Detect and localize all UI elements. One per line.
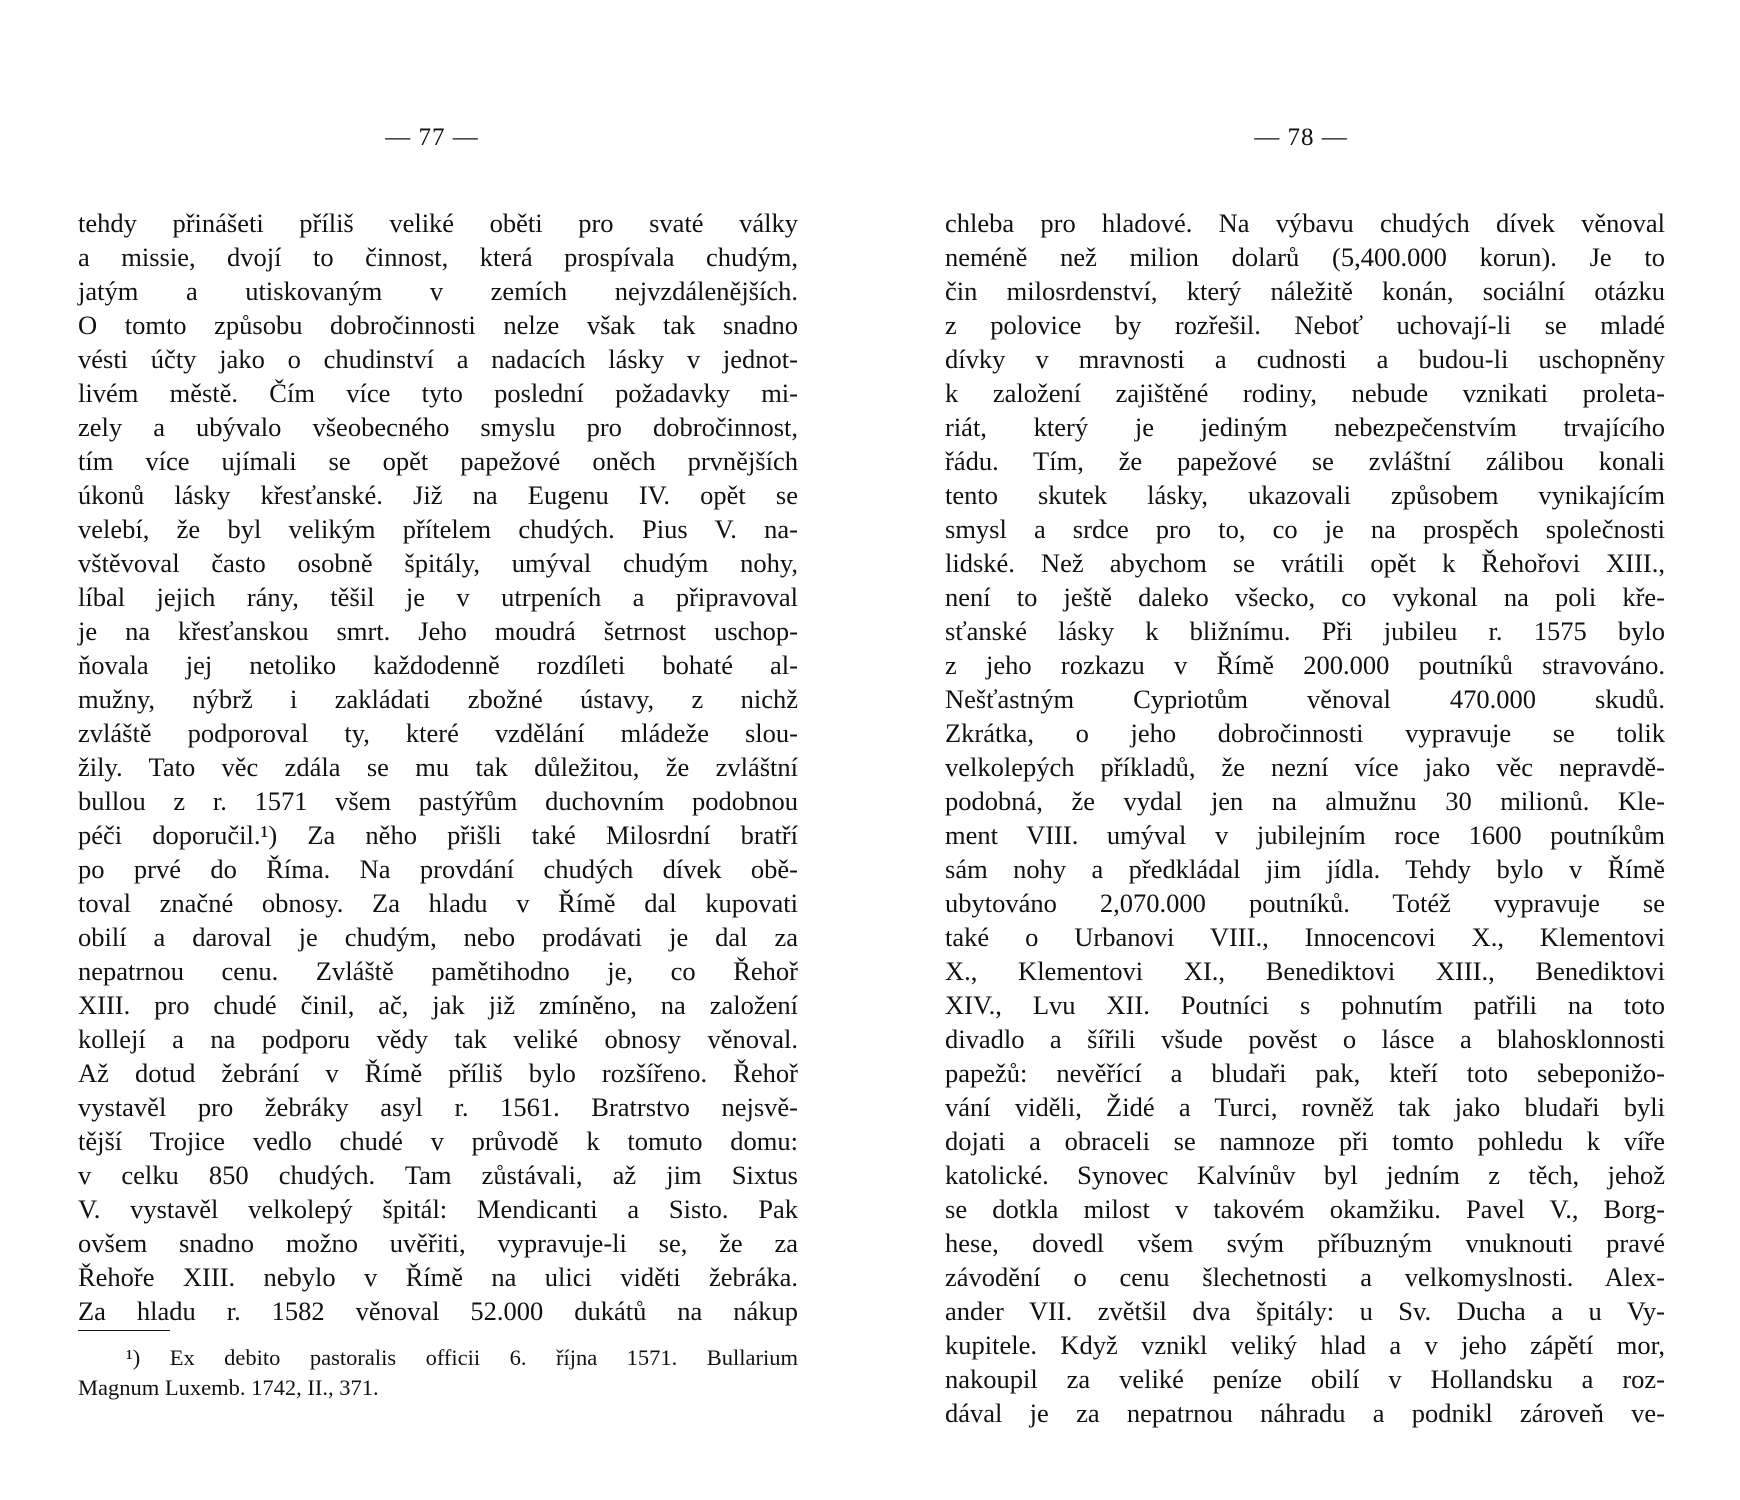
body-text bbox=[945, 206, 1665, 1430]
text-line: divadlo a šířili všude pověst o lásce a blahosklonnosti bbox=[945, 1024, 1665, 1054]
page-number: — 78 — bbox=[1254, 124, 1348, 151]
text-line: vésti účty jako o chudinství a nadacích lásky v jednot- bbox=[78, 344, 798, 374]
text-line: smysl a srdce pro to, co je na prospěch společnosti bbox=[945, 514, 1665, 544]
footnote-line: ¹) Ex debito pastoralis officii 6. října 1571. Bullarium bbox=[126, 1345, 798, 1370]
text-line: úkonů lásky křesťanské. Již na Eugenu IV. opět se bbox=[78, 480, 798, 510]
text-line: žily. Tato věc zdála se mu tak důležitou, že zvláštní bbox=[78, 752, 798, 782]
text-line: Nešťastným Cypriotům věnoval 470.000 skudů. bbox=[945, 684, 1665, 714]
text-line: není to ještě daleko všecko, co vykonal na poli kře- bbox=[945, 582, 1665, 612]
text-line: ander VII. zvětšil dva špitály: u Sv. Ducha a u Vy- bbox=[945, 1296, 1665, 1326]
text-line: XIV., Lvu XII. Poutníci s pohnutím patřili na toto bbox=[945, 990, 1665, 1020]
text-line: sám nohy a předkládal jim jídla. Tehdy bylo v Římě bbox=[945, 854, 1665, 884]
text-line: řádu. Tím, že papežové se zvláštní zálibou konali bbox=[945, 446, 1665, 476]
text-line: a missie, dvojí to činnost, která prospívala chudým, bbox=[78, 242, 798, 272]
text-line: katolické. Synovec Kalvínův byl jedním z těch, jehož bbox=[945, 1160, 1665, 1190]
text-line: zely a ubývalo všeobecného smyslu pro dobročinnost, bbox=[78, 412, 798, 442]
text-line: ňovala jej netoliko každodenně rozdíleti bohaté al- bbox=[78, 650, 798, 680]
text-line: Řehoře XIII. nebylo v Římě na ulici viděti žebráka. bbox=[78, 1262, 798, 1292]
text-line: dával je za nepatrnou náhradu a podnikl zároveň ve- bbox=[945, 1398, 1665, 1428]
text-line: mužny, nýbrž i zakládati zbožné ústavy, z nichž bbox=[78, 684, 798, 714]
text-line: v celku 850 chudých. Tam zůstávali, až jim Sixtus bbox=[78, 1160, 798, 1190]
text-line: O tomto způsobu dobročinnosti nelze však tak snadno bbox=[78, 310, 798, 340]
text-line: velebí, že byl velikým přítelem chudých. Pius V. na- bbox=[78, 514, 798, 544]
text-line: jatým a utiskovaným v zemích nejvzdálenějších. bbox=[78, 276, 798, 306]
text-line: livém městě. Čím více tyto poslední požadavky mi- bbox=[78, 378, 798, 408]
text-line: líbal jejich rány, těšil je v utrpeních a připravoval bbox=[78, 582, 798, 612]
text-line: Až dotud žebrání v Římě příliš bylo rozšířeno. Řehoř bbox=[78, 1058, 798, 1088]
text-line: sťanské lásky k bližnímu. Při jubileu r. 1575 bylo bbox=[945, 616, 1665, 646]
text-line: nepatrnou cenu. Zvláště pamětihodno je, co Řehoř bbox=[78, 956, 798, 986]
text-line: papežů: nevěřící a bludaři pak, kteří toto sebeponižo- bbox=[945, 1058, 1665, 1088]
text-line: je na křesťanskou smrt. Jeho moudrá šetrnost uschop- bbox=[78, 616, 798, 646]
footnote-divider bbox=[78, 1330, 170, 1331]
text-line: tější Trojice vedlo chudé v průvodě k tomuto domu: bbox=[78, 1126, 798, 1156]
text-line: dojati a obraceli se namnoze při tomto pohledu k víře bbox=[945, 1126, 1665, 1156]
text-line: Zkrátka, o jeho dobročinnosti vypravuje se tolik bbox=[945, 718, 1665, 748]
footnotes bbox=[78, 1343, 798, 1403]
text-line: velkolepých příkladů, že nezní více jako věc nepravdě- bbox=[945, 752, 1665, 782]
text-line: ment VIII. umýval v jubilejním roce 1600 poutníkům bbox=[945, 820, 1665, 850]
text-line: X., Klementovi XI., Benediktovi XIII., Benediktovi bbox=[945, 956, 1665, 986]
text-line: tím více ujímali se opět papežové oněch prvnějších bbox=[78, 446, 798, 476]
text-line: chleba pro hladové. Na výbavu chudých dívek věnoval bbox=[945, 208, 1665, 238]
text-line: z polovice by rozřešil. Neboť uchovají-li se mladé bbox=[945, 310, 1665, 340]
text-line: podobná, že vydal jen na almužnu 30 milionů. Kle- bbox=[945, 786, 1665, 816]
text-line: kupitele. Když vznikl veliký hlad a v jeho zápětí mor, bbox=[945, 1330, 1665, 1360]
text-line: dívky v mravnosti a cudnosti a budou-li uschopněny bbox=[945, 344, 1665, 374]
text-line: závodění o cenu šlechetnosti a velkomyslnosti. Alex- bbox=[945, 1262, 1665, 1292]
text-line: toval značné obnosy. Za hladu v Římě dal kupovati bbox=[78, 888, 798, 918]
body-text bbox=[78, 206, 798, 1328]
text-line: V. vystavěl velkolepý špitál: Mendicanti a Sisto. Pak bbox=[78, 1194, 798, 1224]
text-line: tento skutek lásky, ukazovali způsobem vynikajícím bbox=[945, 480, 1665, 510]
text-line: nakoupil za veliké peníze obilí v Hollandsku a roz- bbox=[945, 1364, 1665, 1394]
text-line: péči doporučil.¹) Za něho přišli také Milosrdní bratří bbox=[78, 820, 798, 850]
text-line: bullou z r. 1571 všem pastýřům duchovním podobnou bbox=[78, 786, 798, 816]
text-line: XIII. pro chudé činil, ač, jak již zmíněno, na založení bbox=[78, 990, 798, 1020]
text-line: Za hladu r. 1582 věnoval 52.000 dukátů na nákup bbox=[78, 1296, 798, 1326]
text-line: vystavěl pro žebráky asyl r. 1561. Bratrstvo nejsvě- bbox=[78, 1092, 798, 1122]
page-number: — 77 — bbox=[385, 124, 479, 151]
text-line: se dotkla milost v takovém okamžiku. Pavel V., Borg- bbox=[945, 1194, 1665, 1224]
footnote-line: Magnum Luxemb. 1742, II., 371. bbox=[78, 1375, 379, 1400]
text-line: obilí a daroval je chudým, nebo prodávati je dal za bbox=[78, 922, 798, 952]
text-line: lidské. Než abychom se vrátili opět k Řehořovi XIII., bbox=[945, 548, 1665, 578]
text-line: ovšem snadno možno uvěřiti, vypravuje-li se, že za bbox=[78, 1228, 798, 1258]
text-line: vštěvoval často osobně špitály, umýval chudým nohy, bbox=[78, 548, 798, 578]
text-line: kollejí a na podporu vědy tak veliké obnosy věnoval. bbox=[78, 1024, 798, 1054]
text-line: neméně než milion dolarů (5,400.000 korun). Je to bbox=[945, 242, 1665, 272]
text-line: zvláště podporoval ty, které vzdělání mládeže slou- bbox=[78, 718, 798, 748]
text-line: hese, dovedl všem svým příbuzným vnuknouti pravé bbox=[945, 1228, 1665, 1258]
text-line: po prvé do Říma. Na provdání chudých dívek obě- bbox=[78, 854, 798, 884]
text-line: k založení zajištěné rodiny, nebude vznikati proleta- bbox=[945, 378, 1665, 408]
text-line: ubytováno 2,070.000 poutníků. Totéž vypravuje se bbox=[945, 888, 1665, 918]
text-line: čin milosrdenství, který náležitě konán, sociální otázku bbox=[945, 276, 1665, 306]
text-line: také o Urbanovi VIII., Innocencovi X., Klementovi bbox=[945, 922, 1665, 952]
text-line: tehdy přinášeti příliš veliké oběti pro svaté války bbox=[78, 208, 798, 238]
text-line: vání viděli, Židé a Turci, rovněž tak jako bludaři byli bbox=[945, 1092, 1665, 1122]
text-line: z jeho rozkazu v Římě 200.000 poutníků stravováno. bbox=[945, 650, 1665, 680]
text-line: riát, který je jediným nebezpečenstvím trvajícího bbox=[945, 412, 1665, 442]
